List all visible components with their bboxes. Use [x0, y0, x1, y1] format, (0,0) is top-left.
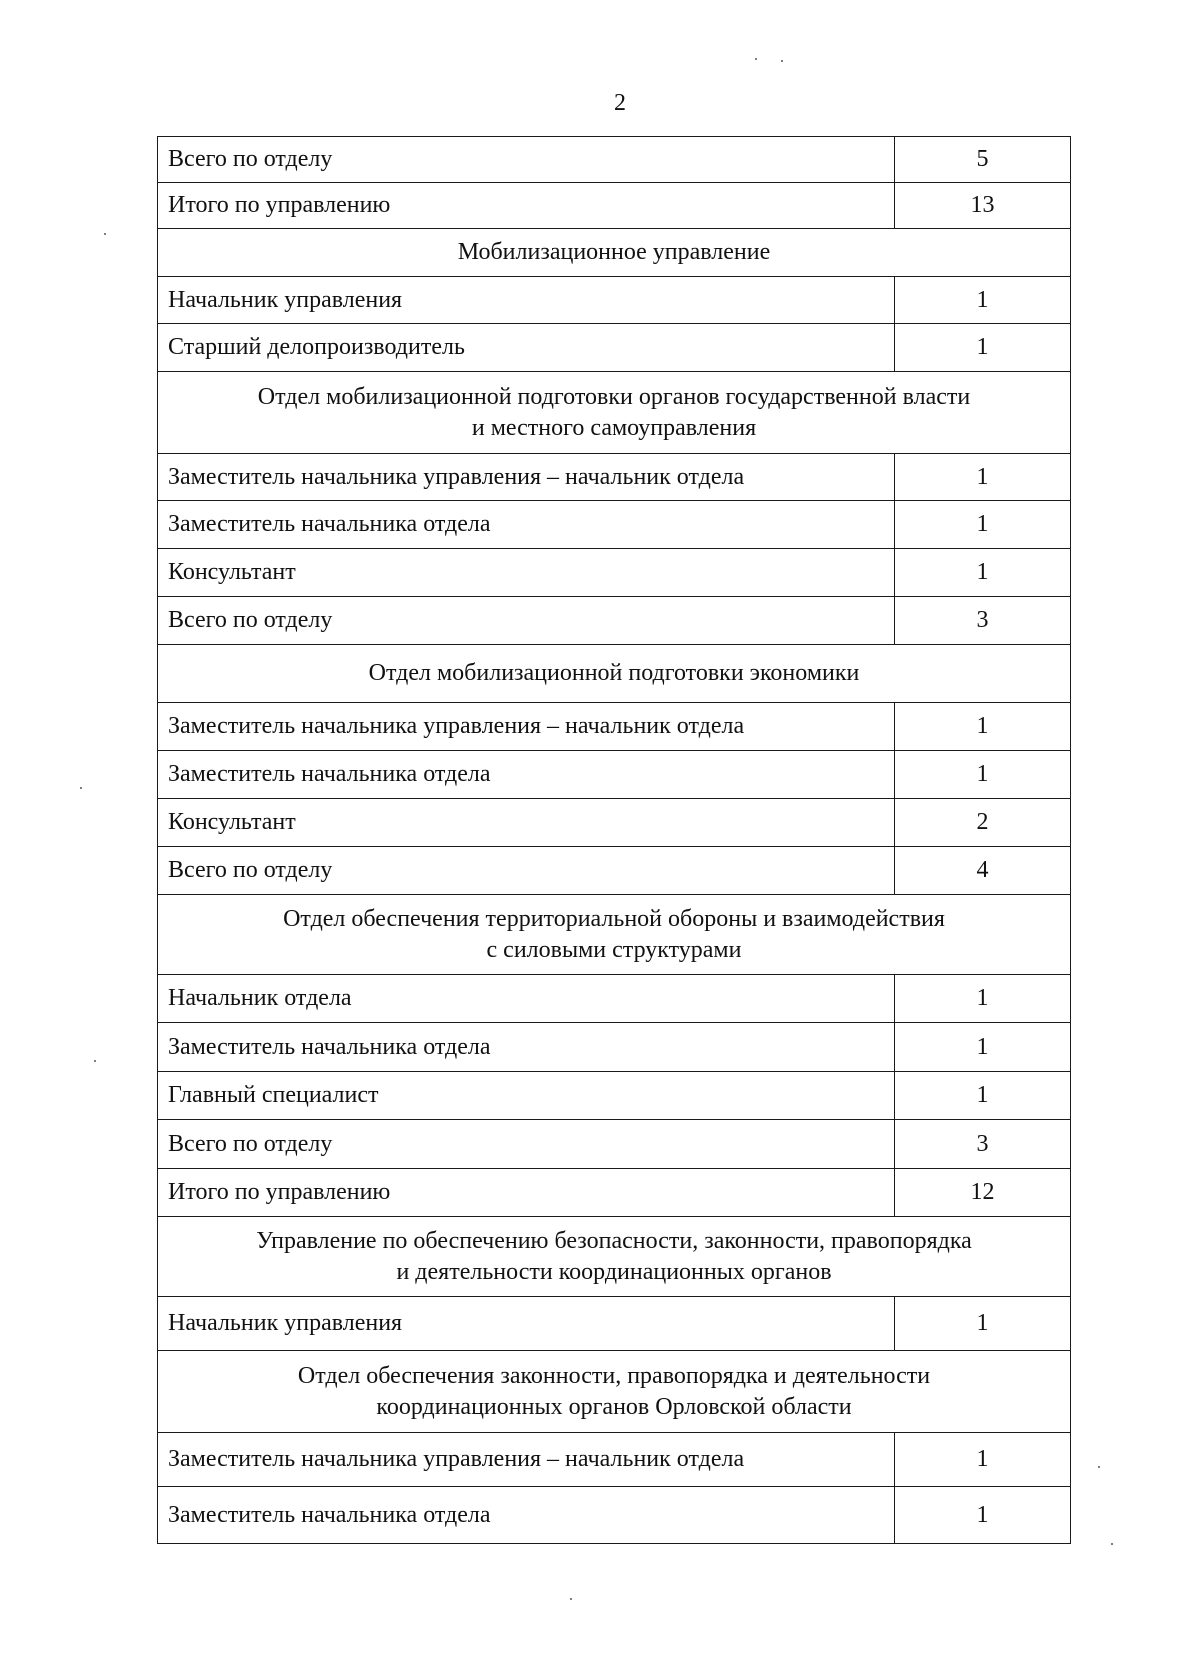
section-header-row: [158, 1351, 1071, 1433]
staffing-table-body: [158, 137, 1071, 1544]
position-count: 5: [895, 137, 1071, 183]
section-title: Мобилизационное управление: [158, 229, 1071, 277]
section-header-row: [158, 895, 1071, 975]
section-title: Отдел обеспечения территориальной обороны и взаимодействия с силовыми структурами: [158, 895, 1071, 975]
scan-speck: [104, 233, 106, 235]
table-row: [158, 277, 1071, 324]
scan-speck: [94, 1060, 96, 1062]
position-name: Начальник отдела: [158, 975, 895, 1023]
scan-speck: [1098, 1466, 1100, 1468]
position-count: 1: [895, 324, 1071, 372]
scan-speck: [1111, 1543, 1113, 1545]
section-title: Отдел мобилизационной подготовки экономики: [158, 645, 1071, 703]
position-name: Заместитель начальника отдела: [158, 501, 895, 549]
position-name: Всего по отделу: [158, 597, 895, 645]
table-row: [158, 1169, 1071, 1217]
position-count: 1: [895, 454, 1071, 501]
scan-speck: [80, 787, 82, 789]
table-row: [158, 1433, 1071, 1487]
table-row: [158, 324, 1071, 372]
position-name: Заместитель начальника отдела: [158, 1023, 895, 1072]
table-row: [158, 501, 1071, 549]
position-name: Консультант: [158, 549, 895, 597]
position-count: 1: [895, 975, 1071, 1023]
position-name: Заместитель начальника отдела: [158, 751, 895, 799]
position-count: 1: [895, 1023, 1071, 1072]
table-row: [158, 847, 1071, 895]
table-row: [158, 1120, 1071, 1169]
section-title: Управление по обеспечению безопасности, законности, правопорядка и деятельности координационных органов: [158, 1217, 1071, 1297]
position-name: Начальник управления: [158, 1297, 895, 1351]
position-count: 1: [895, 549, 1071, 597]
table-row: [158, 1023, 1071, 1072]
scan-speck: [570, 1598, 572, 1600]
page-number: 2: [614, 90, 626, 116]
section-header-row: [158, 229, 1071, 277]
table-row: [158, 975, 1071, 1023]
table-row: [158, 1487, 1071, 1544]
position-name: Заместитель начальника управления – начальник отдела: [158, 454, 895, 501]
position-name: Старший делопроизводитель: [158, 324, 895, 372]
table-row: [158, 703, 1071, 751]
section-header-row: [158, 1217, 1071, 1297]
position-name: Итого по управлению: [158, 183, 895, 229]
position-name: Заместитель начальника управления – начальник отдела: [158, 1433, 895, 1487]
position-count: 1: [895, 703, 1071, 751]
section-header-row: [158, 372, 1071, 454]
position-name: Всего по отделу: [158, 847, 895, 895]
position-count: 4: [895, 847, 1071, 895]
position-count: 1: [895, 277, 1071, 324]
position-name: Заместитель начальника управления – начальник отдела: [158, 703, 895, 751]
table-row: [158, 1297, 1071, 1351]
table-row: [158, 454, 1071, 501]
scan-speck: [781, 60, 783, 62]
position-count: 1: [895, 1487, 1071, 1544]
position-count: 3: [895, 1120, 1071, 1169]
position-count: 2: [895, 799, 1071, 847]
scan-speck: [755, 58, 757, 60]
position-count: 1: [895, 1433, 1071, 1487]
position-count: 1: [895, 501, 1071, 549]
table-row: [158, 799, 1071, 847]
position-name: Всего по отделу: [158, 137, 895, 183]
position-name: Начальник управления: [158, 277, 895, 324]
section-title: Отдел обеспечения законности, правопорядка и деятельности координационных органов Орловской области: [158, 1351, 1071, 1433]
position-name: Всего по отделу: [158, 1120, 895, 1169]
staffing-table: [157, 136, 1071, 1544]
table-row: [158, 597, 1071, 645]
position-name: Итого по управлению: [158, 1169, 895, 1217]
section-header-row: [158, 645, 1071, 703]
position-count: 12: [895, 1169, 1071, 1217]
position-count: 1: [895, 751, 1071, 799]
table-row: [158, 137, 1071, 183]
table-row: [158, 1072, 1071, 1120]
position-name: Консультант: [158, 799, 895, 847]
table-row: [158, 549, 1071, 597]
position-count: 3: [895, 597, 1071, 645]
position-name: Главный специалист: [158, 1072, 895, 1120]
position-count: 1: [895, 1072, 1071, 1120]
section-title: Отдел мобилизационной подготовки органов государственной власти и местного самоуправления: [158, 372, 1071, 454]
table-row: [158, 183, 1071, 229]
position-count: 1: [895, 1297, 1071, 1351]
position-name: Заместитель начальника отдела: [158, 1487, 895, 1544]
position-count: 13: [895, 183, 1071, 229]
table-row: [158, 751, 1071, 799]
